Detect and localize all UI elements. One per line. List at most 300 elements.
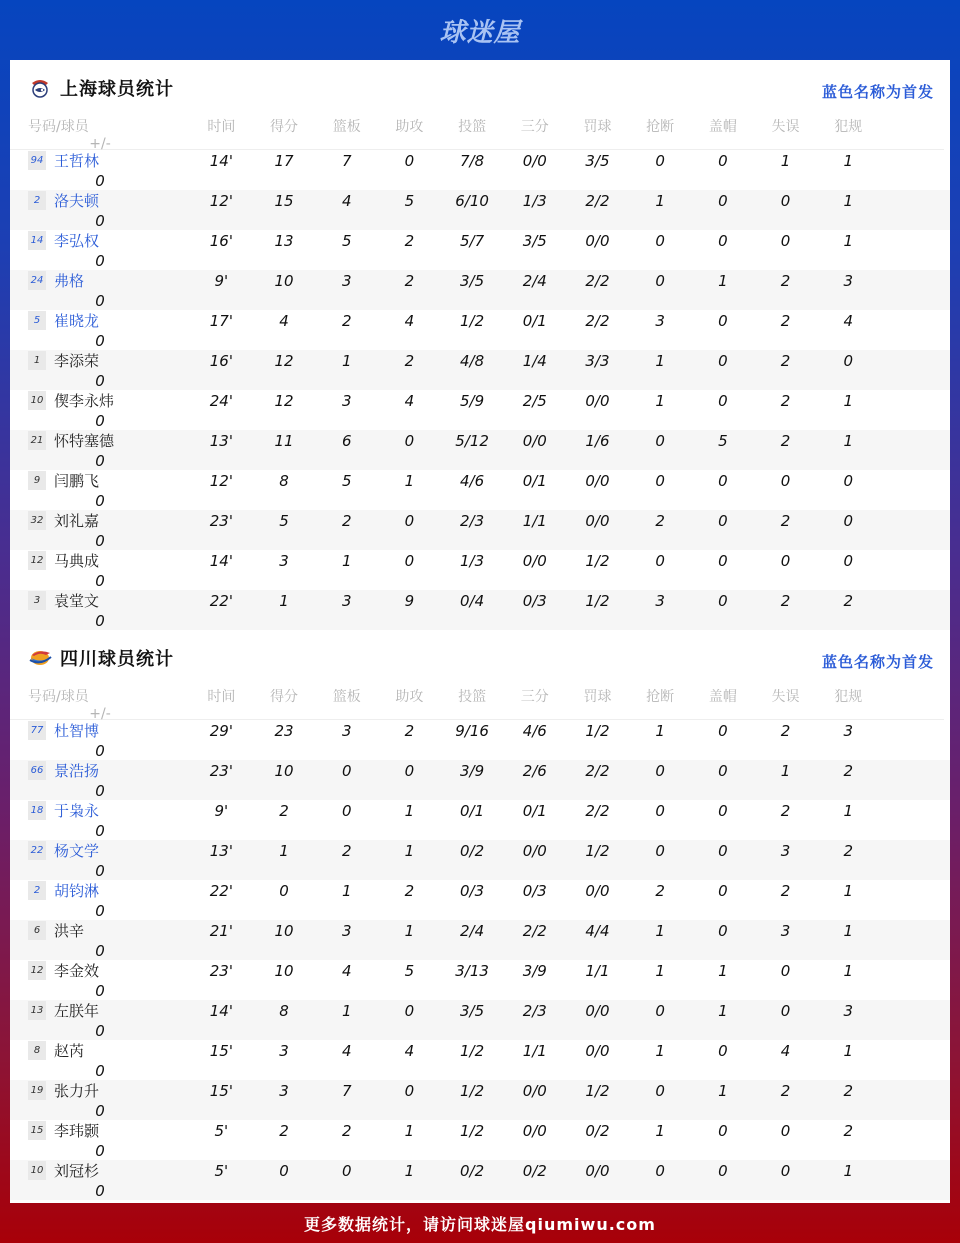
stat-cell: 24'	[209, 391, 233, 410]
stat-cell: 0	[718, 1121, 728, 1140]
stat-cell: 0	[780, 231, 791, 250]
table-row[interactable]	[10, 150, 950, 190]
stat-cell: 1	[655, 1121, 665, 1140]
player-name[interactable]: 左朕年	[54, 1002, 100, 1021]
stat-cell: 0	[95, 1141, 105, 1160]
stat-cell: 4	[341, 191, 352, 210]
stat-cell: 13'	[209, 841, 233, 860]
stat-cell: 2	[780, 351, 791, 370]
jersey-number: 12	[28, 551, 46, 570]
stat-cell: 0/1	[522, 471, 547, 490]
stat-cell: 0	[279, 881, 289, 900]
stat-cell: 5	[404, 191, 415, 210]
stat-cell: 2	[404, 271, 415, 290]
stat-cell: 5	[279, 511, 289, 530]
stat-cell: 0	[718, 151, 728, 170]
stat-cell: 1/2	[460, 311, 485, 330]
starter-legend: 蓝色名称为首发	[821, 653, 934, 671]
stat-cell: 1/3	[460, 551, 485, 570]
table-header	[10, 686, 944, 720]
stat-cell: 0	[718, 1041, 728, 1060]
jersey-number: 15	[28, 1121, 46, 1140]
player-name[interactable]: 李玮颢	[54, 1122, 100, 1141]
stat-cell: 2	[279, 1121, 289, 1140]
stat-cell: 1/1	[522, 1041, 547, 1060]
stat-cell: 29'	[209, 721, 233, 740]
player-cell	[10, 230, 190, 251]
table-row[interactable]	[10, 470, 950, 510]
stat-cell: 0/3	[522, 591, 547, 610]
table-row[interactable]	[10, 720, 950, 760]
stat-cell: 1	[655, 191, 665, 210]
stat-cell: 3	[780, 921, 791, 940]
column-header[interactable]: 失误	[771, 119, 800, 135]
stat-cell: 0	[95, 1061, 105, 1080]
column-header[interactable]: 三分	[520, 689, 549, 705]
stat-cell: 1	[655, 1041, 665, 1060]
stat-cell: 0	[404, 151, 415, 170]
stat-cell: 1	[655, 391, 665, 410]
stat-cell: 2	[341, 841, 352, 860]
jersey-number: 6	[28, 921, 46, 940]
stat-cell: 4	[404, 311, 415, 330]
stat-cell: 2/2	[585, 801, 610, 820]
table-row[interactable]	[10, 960, 950, 1000]
stat-cell: 0/3	[460, 881, 485, 900]
column-header[interactable]: 盖帽	[708, 689, 737, 705]
stat-cell: 1	[655, 921, 665, 940]
stat-cell: 10	[274, 921, 294, 940]
stat-cell: 2	[780, 801, 791, 820]
stat-cell: 3/5	[585, 151, 610, 170]
stat-cell: 3	[780, 841, 791, 860]
player-name[interactable]: 杨文学	[54, 842, 100, 861]
stat-cell: 21'	[209, 921, 233, 940]
stat-cell: 0/0	[522, 431, 547, 450]
stat-cell: 1	[843, 881, 853, 900]
stat-cell: 4	[279, 311, 289, 330]
jersey-number: 3	[28, 591, 46, 610]
section-title: 四川球员统计	[60, 649, 174, 670]
player-name[interactable]: 刘礼嘉	[54, 512, 100, 531]
stat-cell: 4/6	[522, 721, 547, 740]
jersey-number: 24	[28, 271, 46, 290]
stat-cell: 0	[780, 471, 791, 490]
stat-cell: 0	[95, 251, 105, 270]
stat-cell: 0	[780, 1121, 791, 1140]
stat-cell: 1	[404, 921, 415, 940]
stat-cell: 2	[404, 231, 415, 250]
stat-cell: 1	[404, 841, 415, 860]
section-header	[10, 60, 950, 116]
stat-cell: 0	[655, 1161, 665, 1180]
stat-cell: 6/10	[455, 191, 489, 210]
stat-cell: 2	[843, 1121, 853, 1140]
stat-cell: 3/9	[460, 761, 485, 780]
stat-cell: 2	[780, 271, 791, 290]
table-row[interactable]	[10, 760, 950, 800]
player-cell	[10, 720, 190, 741]
stat-cell: 0	[95, 371, 105, 390]
stat-cell: 0	[718, 801, 728, 820]
stat-cell: 2	[279, 801, 289, 820]
stat-cell: 0	[95, 211, 105, 230]
stat-cell: 0	[655, 231, 665, 250]
stat-cell: 4/4	[585, 921, 610, 940]
column-header[interactable]: 时间	[207, 689, 236, 705]
player-name[interactable]: 李弘权	[54, 232, 100, 251]
stat-cell: 5/7	[460, 231, 485, 250]
section-title: 上海球员统计	[60, 79, 174, 100]
stat-cell: 1/4	[522, 351, 547, 370]
stat-cell: 3/9	[522, 961, 547, 980]
table-row[interactable]	[10, 840, 950, 880]
stat-cell: 0/1	[460, 801, 485, 820]
column-header[interactable]: 犯规	[834, 119, 863, 135]
stat-cell: 0/0	[585, 1161, 610, 1180]
stat-cell: 2	[780, 1081, 791, 1100]
stat-cell: 0	[718, 471, 728, 490]
column-header[interactable]: 抢断	[646, 689, 675, 705]
table-row[interactable]	[10, 590, 950, 630]
column-header[interactable]: 罚球	[583, 119, 612, 135]
stat-cell: 0	[404, 551, 415, 570]
player-name[interactable]: 杜智博	[54, 722, 100, 741]
jersey-number: 10	[28, 391, 46, 410]
stat-cell: 3	[655, 591, 665, 610]
table-row[interactable]	[10, 1160, 950, 1200]
table-row[interactable]	[10, 880, 950, 920]
stat-cell: 2/5	[522, 391, 547, 410]
player-name[interactable]: 崔晓龙	[54, 312, 100, 331]
stat-cell: 3/3	[585, 351, 610, 370]
stat-cell: 6	[341, 431, 352, 450]
column-header[interactable]: +/-	[89, 136, 111, 152]
jersey-number: 10	[28, 1161, 46, 1180]
column-header[interactable]: 得分	[270, 689, 299, 705]
player-name[interactable]: 洛夫顿	[54, 192, 100, 211]
stat-cell: 0	[95, 531, 105, 550]
column-header[interactable]: 助攻	[395, 689, 424, 705]
stat-cell: 0	[718, 591, 728, 610]
player-cell	[10, 840, 190, 861]
stat-cell: 1	[843, 1041, 853, 1060]
stat-cell: 1	[655, 721, 665, 740]
column-header[interactable]: 失误	[771, 689, 800, 705]
stat-cell: 0/0	[585, 391, 610, 410]
footer-banner[interactable]	[0, 1203, 960, 1243]
stat-cell: 0	[95, 861, 105, 880]
stat-cell: 0	[95, 571, 105, 590]
stat-cell: 22'	[209, 591, 233, 610]
stat-cell: 12'	[209, 471, 233, 490]
table-row[interactable]	[10, 510, 950, 550]
stat-cell: 2/2	[585, 191, 610, 210]
stat-cell: 3	[279, 1081, 289, 1100]
stat-cell: 5'	[214, 1121, 229, 1140]
stat-cell: 2/2	[522, 921, 547, 940]
table-row[interactable]	[10, 310, 950, 350]
column-header[interactable]: 抢断	[646, 119, 675, 135]
jersey-number: 2	[28, 191, 46, 210]
stat-cell: 0/3	[522, 881, 547, 900]
player-name[interactable]: 李金效	[54, 962, 100, 981]
stat-cell: 2/6	[522, 761, 547, 780]
site-logo: 球迷屋	[439, 17, 521, 48]
stat-cell: 1	[279, 841, 289, 860]
player-name[interactable]: 王哲林	[54, 152, 100, 171]
stat-cell: 0	[95, 331, 105, 350]
stat-cell: 0	[718, 311, 728, 330]
stat-cell: 9/16	[455, 721, 489, 740]
player-cell	[10, 960, 190, 981]
stat-cell: 0	[780, 1001, 791, 1020]
stat-cell: 3	[279, 551, 289, 570]
table-row[interactable]	[10, 550, 950, 590]
stat-cell: 0	[95, 411, 105, 430]
table-row[interactable]	[10, 430, 950, 470]
stat-cell: 0	[95, 171, 105, 190]
stat-cell: 0	[95, 781, 105, 800]
stat-cell: 0/0	[585, 231, 610, 250]
table-row[interactable]	[10, 1080, 950, 1120]
stat-cell: 11	[274, 431, 294, 450]
stat-cell: 10	[274, 271, 294, 290]
player-name[interactable]: 刘冠杉	[54, 1162, 100, 1181]
jersey-number: 13	[28, 1001, 46, 1020]
table-row[interactable]	[10, 390, 950, 430]
stat-cell: 2	[843, 591, 853, 610]
column-header[interactable]: 号码/球员	[28, 689, 89, 705]
stat-cell: 2/3	[460, 511, 485, 530]
stat-cell: 4	[404, 1041, 415, 1060]
stat-cell: 1/1	[522, 511, 547, 530]
player-name[interactable]: 于枭永	[54, 802, 100, 821]
stat-cell: 2/2	[585, 271, 610, 290]
stat-cell: 0	[95, 491, 105, 510]
stat-cell: 2	[404, 721, 415, 740]
stat-cell: 14'	[209, 151, 233, 170]
player-name[interactable]: 赵芮	[54, 1042, 85, 1061]
stat-cell: 1/2	[585, 721, 610, 740]
stat-cell: 1	[780, 151, 791, 170]
player-name[interactable]: 李添荣	[54, 352, 100, 371]
player-name[interactable]: 胡钧淋	[54, 882, 100, 901]
player-name[interactable]: 怀特塞德	[54, 432, 115, 451]
table-row[interactable]	[10, 1040, 950, 1080]
stat-cell: 14'	[209, 551, 233, 570]
column-header[interactable]: 三分	[520, 119, 549, 135]
stat-cell: 0	[718, 551, 728, 570]
stat-cell: 14'	[209, 1001, 233, 1020]
stat-cell: 4	[780, 1041, 791, 1060]
stat-cell: 7/8	[460, 151, 485, 170]
section-header	[10, 630, 950, 686]
stat-cell: 1	[341, 351, 352, 370]
player-cell	[10, 1120, 190, 1141]
table-row[interactable]	[10, 230, 950, 270]
column-header[interactable]: 得分	[270, 119, 299, 135]
jersey-number: 1	[28, 351, 46, 370]
column-header[interactable]: 篮板	[332, 689, 361, 705]
jersey-number: 21	[28, 431, 46, 450]
stat-cell: 2/2	[585, 761, 610, 780]
player-name[interactable]: 偰李永炜	[54, 392, 115, 411]
stat-cell: 16'	[209, 231, 233, 250]
column-header[interactable]: 投篮	[458, 119, 487, 135]
stat-cell: 1	[843, 961, 853, 980]
stat-cell: 4	[404, 391, 415, 410]
stat-cell: 2	[341, 511, 352, 530]
player-cell	[10, 920, 190, 941]
column-header[interactable]: 篮板	[332, 119, 361, 135]
jersey-number: 14	[28, 231, 46, 250]
stat-cell: 1/2	[460, 1041, 485, 1060]
stat-cell: 3	[279, 1041, 289, 1060]
jersey-number: 77	[28, 721, 46, 740]
stats-card	[10, 60, 950, 1203]
stat-cell: 2	[655, 881, 665, 900]
table-row[interactable]	[10, 1120, 950, 1160]
player-cell	[10, 510, 190, 531]
stat-cell: 0	[718, 231, 728, 250]
stat-cell: 0	[843, 351, 853, 370]
stat-cell: 0	[718, 921, 728, 940]
table-row[interactable]	[10, 800, 950, 840]
stat-cell: 5/12	[455, 431, 489, 450]
stat-cell: 2	[843, 761, 853, 780]
column-header[interactable]: 罚球	[583, 689, 612, 705]
stat-cell: 0/2	[460, 841, 485, 860]
stat-cell: 1/2	[585, 1081, 610, 1100]
jersey-number: 2	[28, 881, 46, 900]
stat-cell: 9'	[214, 801, 229, 820]
stat-cell: 0	[655, 431, 665, 450]
stat-cell: 0	[95, 741, 105, 760]
stat-cell: 0	[655, 1001, 665, 1020]
stat-cell: 0	[95, 941, 105, 960]
player-name[interactable]: 弗格	[54, 272, 85, 291]
stat-cell: 3	[341, 591, 352, 610]
stat-cell: 1	[718, 1081, 728, 1100]
player-cell	[10, 1080, 190, 1101]
player-name[interactable]: 闫鹏飞	[54, 472, 100, 491]
jersey-number: 18	[28, 801, 46, 820]
stat-cell: 0/0	[522, 551, 547, 570]
stat-cell: 0	[718, 721, 728, 740]
column-header[interactable]: 助攻	[395, 119, 424, 135]
stat-cell: 9'	[214, 271, 229, 290]
player-cell	[10, 430, 190, 451]
player-cell	[10, 590, 190, 611]
stat-cell: 5	[404, 961, 415, 980]
stat-cell: 1	[843, 151, 853, 170]
stat-cell: 1	[843, 231, 853, 250]
stat-cell: 0/2	[522, 1161, 547, 1180]
table-row[interactable]	[10, 920, 950, 960]
stat-cell: 0	[655, 271, 665, 290]
stat-cell: 2/3	[522, 1001, 547, 1020]
stat-cell: 0	[780, 191, 791, 210]
stat-cell: 23'	[209, 761, 233, 780]
stat-cell: 1/2	[585, 591, 610, 610]
stat-cell: 13	[274, 231, 294, 250]
player-cell	[10, 470, 190, 491]
stat-cell: 15	[274, 191, 294, 210]
column-header[interactable]: +/-	[89, 706, 111, 722]
player-name[interactable]: 马典成	[54, 552, 100, 571]
stat-cell: 3/13	[455, 961, 489, 980]
table-row[interactable]	[10, 270, 950, 310]
stat-cell: 2	[780, 721, 791, 740]
stat-cell: 1/2	[585, 841, 610, 860]
jersey-number: 12	[28, 961, 46, 980]
stat-cell: 0/0	[522, 1121, 547, 1140]
stat-cell: 0	[718, 351, 728, 370]
column-header[interactable]: 号码/球员	[28, 119, 89, 135]
stat-cell: 0	[95, 611, 105, 630]
column-header[interactable]: 犯规	[834, 689, 863, 705]
stat-cell: 0	[655, 551, 665, 570]
stat-cell: 0	[718, 191, 728, 210]
stat-cell: 23'	[209, 511, 233, 530]
stat-cell: 0	[655, 1081, 665, 1100]
player-name[interactable]: 洪辛	[54, 922, 85, 941]
player-name[interactable]: 景浩扬	[54, 762, 100, 781]
stat-cell: 2	[843, 841, 853, 860]
stat-cell: 0/2	[460, 1161, 485, 1180]
stat-cell: 4/8	[460, 351, 485, 370]
player-name[interactable]: 袁堂文	[54, 592, 100, 611]
stat-cell: 3	[843, 271, 853, 290]
stat-cell: 2	[780, 511, 791, 530]
stat-cell: 0	[655, 801, 665, 820]
stat-cell: 0	[404, 511, 415, 530]
stat-cell: 0	[95, 1101, 105, 1120]
player-name[interactable]: 张力升	[54, 1082, 100, 1101]
team-logo-icon	[28, 646, 52, 670]
player-cell	[10, 1000, 190, 1021]
table-row[interactable]	[10, 190, 950, 230]
stat-cell: 0	[780, 1161, 791, 1180]
stat-cell: 0	[404, 431, 415, 450]
column-header[interactable]: 时间	[207, 119, 236, 135]
jersey-number: 66	[28, 761, 46, 780]
column-header[interactable]: 盖帽	[708, 119, 737, 135]
stat-cell: 1	[404, 471, 415, 490]
stat-cell: 1	[718, 1001, 728, 1020]
jersey-number: 8	[28, 1041, 46, 1060]
table-row[interactable]	[10, 350, 950, 390]
stat-cell: 1	[655, 351, 665, 370]
stat-cell: 12'	[209, 191, 233, 210]
stat-cell: 5/9	[460, 391, 485, 410]
footer-text: 更多数据统计，请访问球迷屋qiumiwu.com	[304, 1214, 656, 1234]
stat-cell: 0	[718, 1161, 728, 1180]
stat-cell: 22'	[209, 881, 233, 900]
stat-cell: 1	[404, 1161, 415, 1180]
table-row[interactable]	[10, 1000, 950, 1040]
stat-cell: 0/0	[585, 471, 610, 490]
stat-cell: 17	[274, 151, 294, 170]
column-header[interactable]: 投篮	[458, 689, 487, 705]
stat-cell: 15'	[209, 1081, 233, 1100]
stat-cell: 1	[341, 1001, 352, 1020]
stat-cell: 5	[341, 231, 352, 250]
stat-cell: 0	[341, 761, 352, 780]
stat-cell: 0	[718, 841, 728, 860]
stat-cell: 15'	[209, 1041, 233, 1060]
